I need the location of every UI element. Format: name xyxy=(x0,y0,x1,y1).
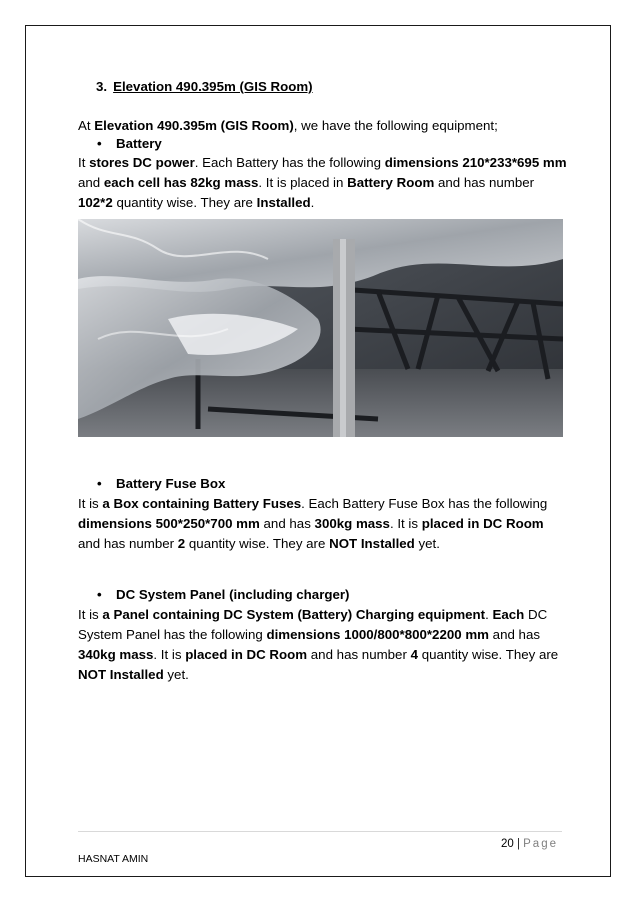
section-number: 3. xyxy=(96,79,108,94)
bullet-fuse-box xyxy=(97,474,226,494)
bullet-dot-icon: • xyxy=(97,587,102,602)
bullet-dot-icon: • xyxy=(97,476,102,491)
battery-bold-3: each cell has 82kg mass xyxy=(103,175,259,190)
dc-bold-7: NOT Installed xyxy=(78,667,164,682)
fuse-text-2: . Each Battery Fuse Box has the following xyxy=(301,496,548,511)
fuse-text-6: quantity wise. They are xyxy=(185,536,330,551)
battery-bold-5: 102*2 xyxy=(78,195,113,210)
section-heading xyxy=(96,77,313,97)
battery-bold-4: Battery Room xyxy=(347,175,435,190)
battery-text-2: . Each Battery has the following xyxy=(194,155,385,170)
battery-bold-6: Installed xyxy=(256,195,311,210)
page-word: Page xyxy=(523,838,558,850)
page-separator: | xyxy=(513,838,524,850)
intro-text: At xyxy=(78,118,95,133)
bullet-fuse-box-label: Battery Fuse Box xyxy=(116,476,226,491)
page-number xyxy=(501,838,558,850)
bullet-dc-panel-label: DC System Panel (including charger) xyxy=(116,587,350,602)
dc-text-2: . xyxy=(485,607,493,622)
bullet-battery xyxy=(97,134,162,154)
battery-room-photo xyxy=(78,219,563,437)
dc-text-5: . It is xyxy=(153,647,186,662)
battery-text-3: and xyxy=(78,175,104,190)
bullet-battery-label: Battery xyxy=(116,136,162,151)
footer-divider xyxy=(78,831,562,832)
battery-bold-2: dimensions 210*233*695 mm xyxy=(384,155,567,170)
dc-bold-4: 340kg mass xyxy=(78,647,154,662)
fuse-bold-5: 2 xyxy=(177,536,186,551)
dc-text-7: quantity wise. They are xyxy=(418,647,559,662)
fuse-bold-3: 300kg mass xyxy=(314,516,390,531)
battery-paragraph xyxy=(78,153,568,213)
intro-bold: Elevation 490.395m (GIS Room) xyxy=(94,118,294,133)
fuse-bold-2: dimensions 500*250*700 mm xyxy=(78,516,260,531)
bullet-dc-panel xyxy=(97,585,350,605)
dc-text-3: DC System Panel has the following xyxy=(78,607,548,642)
footer-author: HASNAT AMIN xyxy=(78,853,149,865)
dc-text-1: It is xyxy=(78,607,103,622)
fuse-box-paragraph xyxy=(78,494,568,554)
battery-text-1: It xyxy=(78,155,90,170)
section-title: Elevation 490.395m (GIS Room) xyxy=(113,79,313,94)
fuse-bold-4: placed in DC Room xyxy=(421,516,544,531)
dc-panel-paragraph xyxy=(78,605,568,685)
battery-bold-1: stores DC power xyxy=(89,155,195,170)
dc-bold-3: dimensions 1000/800*800*2200 mm xyxy=(266,627,489,642)
intro-text-end: , we have the following equipment; xyxy=(293,118,498,133)
fuse-text-3: and has xyxy=(259,516,315,531)
intro-paragraph xyxy=(78,116,568,136)
fuse-bold-1: a Box containing Battery Fuses xyxy=(102,496,302,511)
dc-text-6: and has number xyxy=(307,647,411,662)
fuse-bold-6: NOT Installed xyxy=(329,536,415,551)
dc-bold-6: 4 xyxy=(410,647,418,662)
bullet-dot-icon: • xyxy=(97,136,102,151)
battery-text-6: quantity wise. They are xyxy=(112,195,257,210)
fuse-text-4: . It is xyxy=(389,516,422,531)
battery-text-4: . It is placed in xyxy=(258,175,348,190)
photo-illustration xyxy=(78,219,563,437)
dc-text-4: and has xyxy=(488,627,540,642)
dc-bold-2: Each xyxy=(492,607,525,622)
battery-text-7: . xyxy=(310,195,315,210)
dc-bold-1: a Panel containing DC System (Battery) Charging equipment xyxy=(102,607,486,622)
battery-text-5: and has number xyxy=(434,175,535,190)
dc-text-8: yet. xyxy=(163,667,189,682)
fuse-text-7: yet. xyxy=(414,536,440,551)
fuse-text-5: and has number xyxy=(78,536,178,551)
dc-bold-5: placed in DC Room xyxy=(185,647,308,662)
fuse-text-1: It is xyxy=(78,496,103,511)
page-number-value: 20 xyxy=(500,838,514,850)
